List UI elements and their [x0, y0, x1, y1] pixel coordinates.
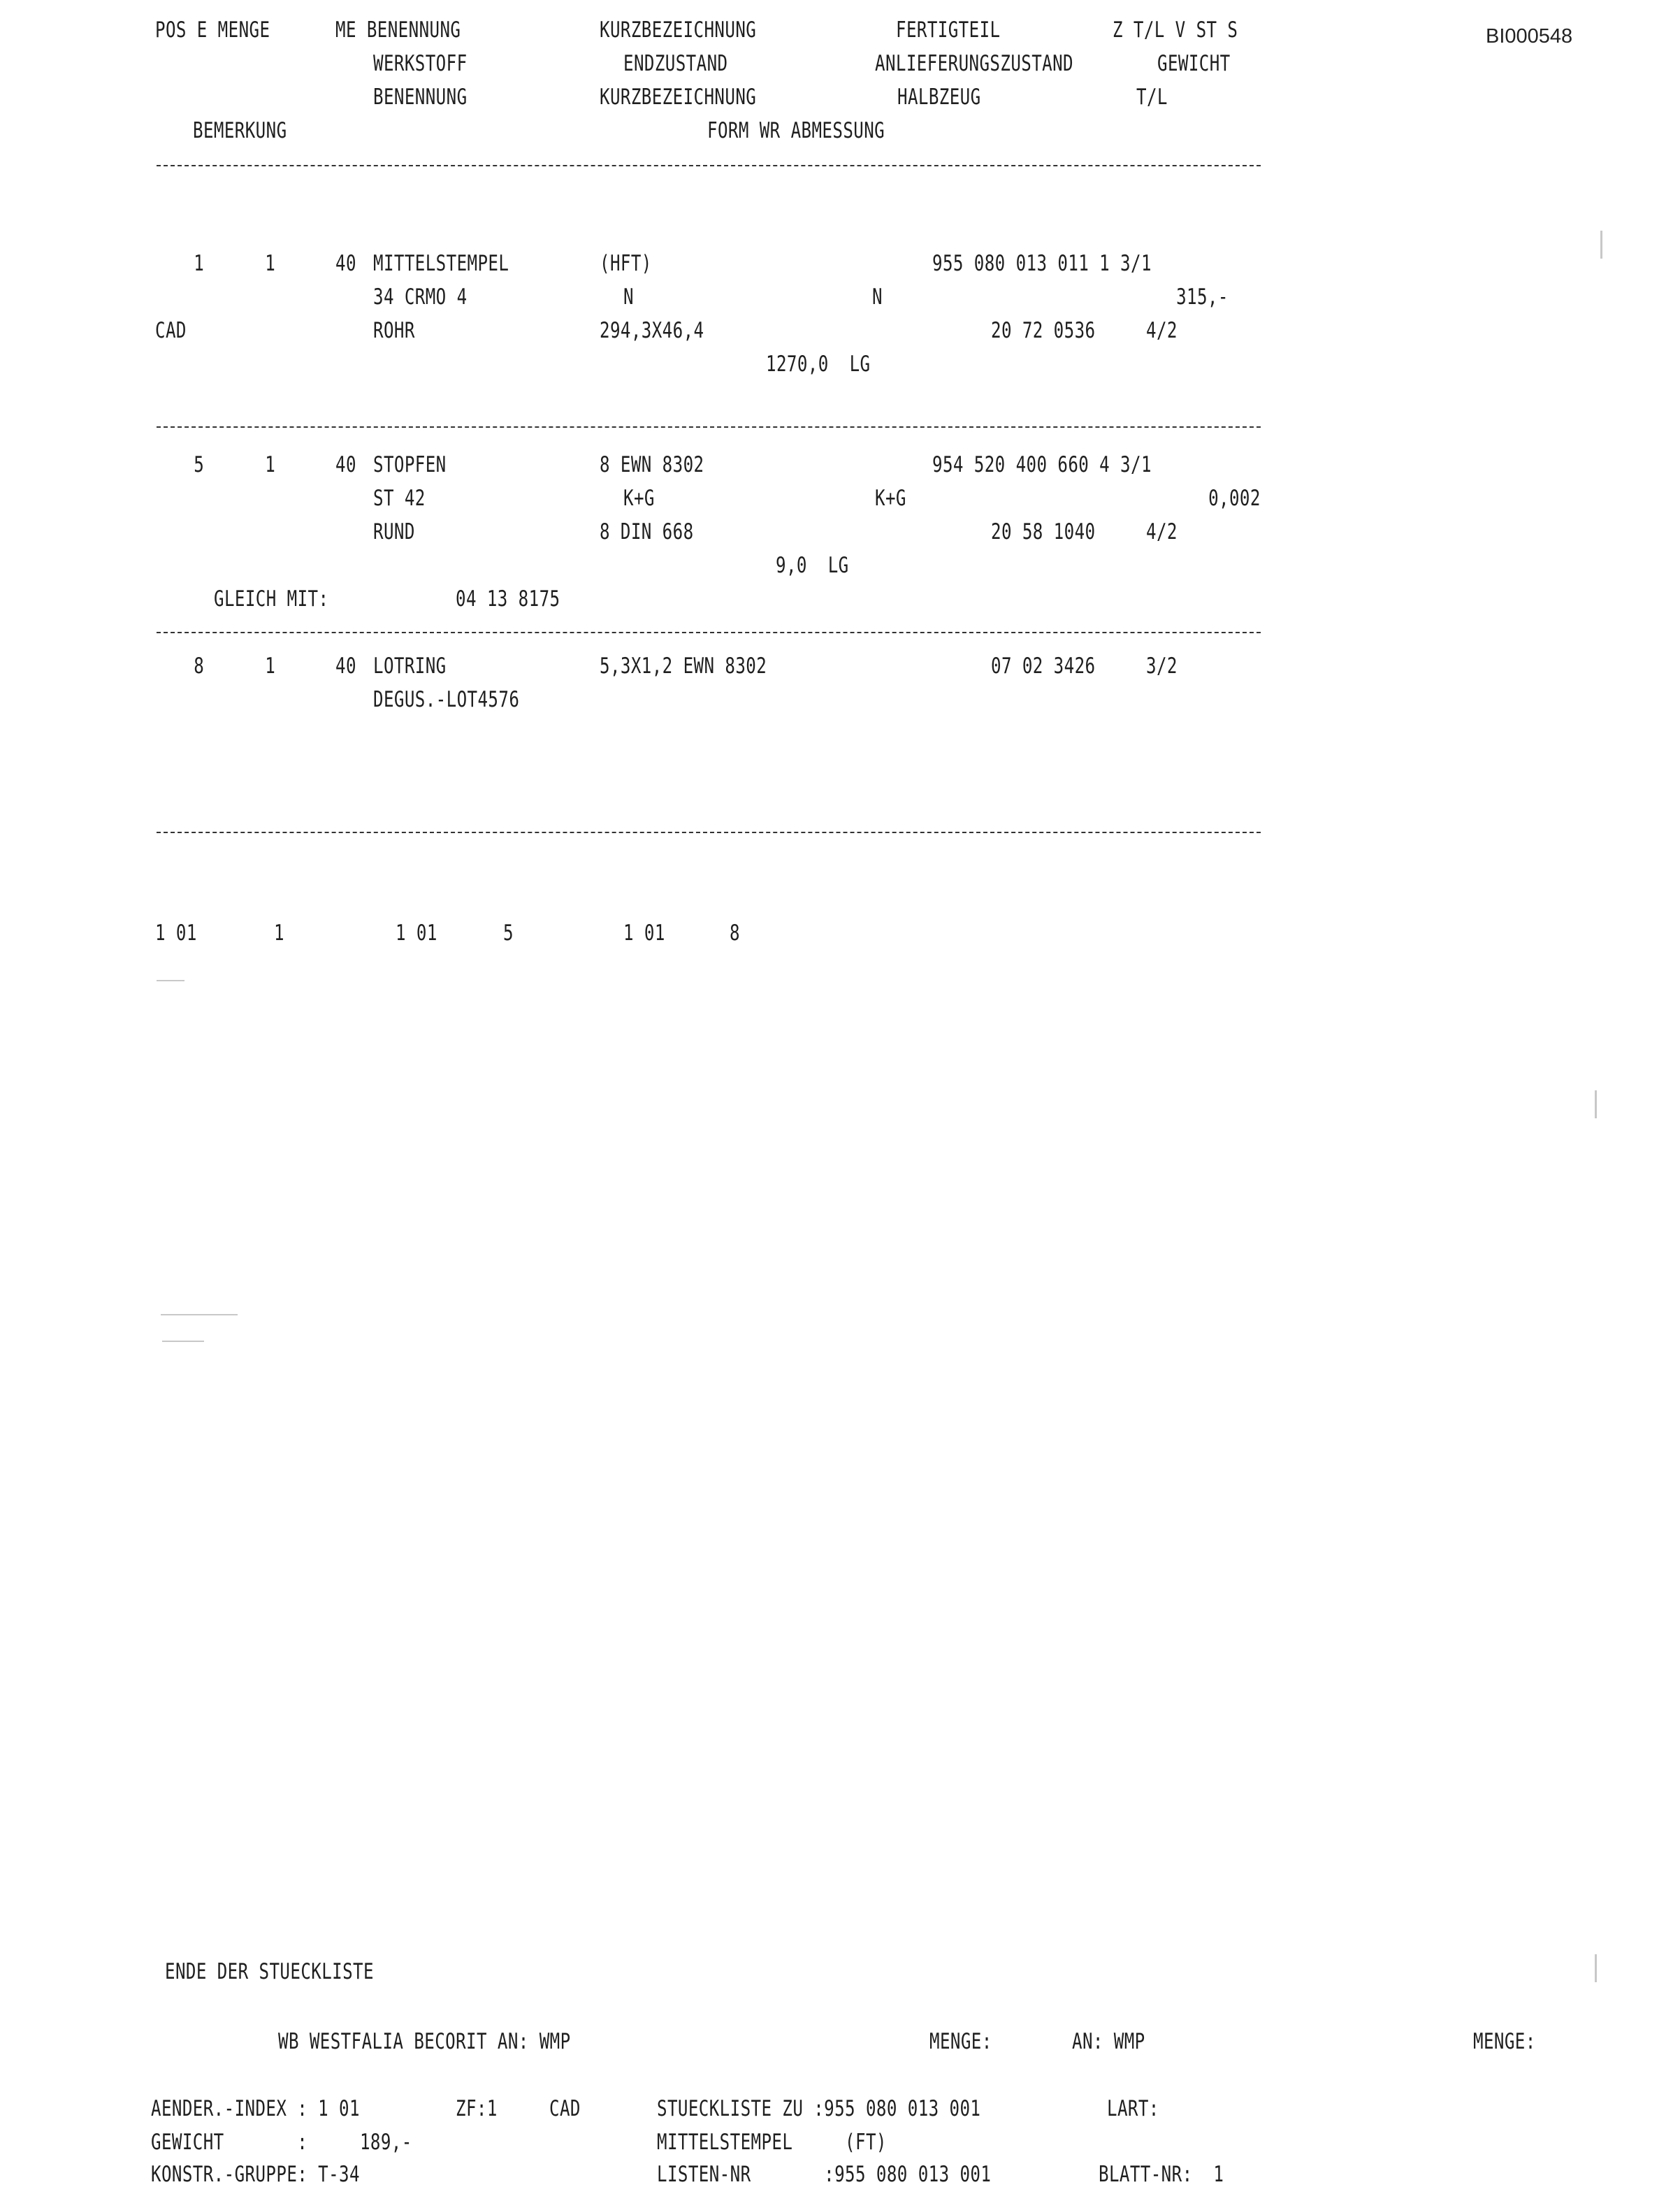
aender-index: AENDER.-INDEX : 1 01: [151, 2096, 360, 2121]
header-pos-e-menge: POS E MENGE: [155, 17, 270, 43]
header-tl: T/L: [1136, 85, 1168, 110]
pos-number: 5: [194, 452, 204, 477]
gleich-mit-value: 04 13 8175: [456, 586, 560, 612]
menge-label: MENGE:: [929, 2029, 992, 2054]
scan-speck: [1600, 231, 1602, 259]
header-endzustand: ENDZUSTAND: [623, 51, 728, 76]
header-werkstoff: WERKSTOFF: [373, 51, 468, 76]
pos-me: 40: [335, 251, 356, 276]
gleich-mit-label: GLEICH MIT:: [214, 586, 329, 612]
pos-bemerkung: CAD: [155, 318, 187, 343]
cad-label: CAD: [549, 2096, 581, 2121]
pos-halbzeug-benennung: ROHR: [373, 318, 415, 343]
gewicht-total: GEWICHT : 189,-: [151, 2130, 412, 2155]
pos-number: 8: [194, 654, 204, 679]
scan-speck: [161, 1314, 238, 1315]
pos-halbzeug-kurz: 294,3X46,4: [600, 318, 704, 343]
pos-anlieferungszustand: K+G: [875, 486, 906, 511]
pos-fertigteil: 955 080 013 011 1 3/1: [932, 251, 1152, 276]
pos-benennung: LOTRING: [373, 654, 447, 679]
scan-speck: [1595, 1954, 1597, 1982]
pos-tl: 4/2: [1146, 318, 1178, 343]
index-aender: 1 01: [396, 921, 437, 946]
pos-endzustand: N: [623, 284, 634, 310]
scan-speck: [157, 980, 184, 981]
scan-speck: [162, 1341, 204, 1342]
header-bemerkung: BEMERKUNG: [193, 118, 287, 143]
index-pos: 1: [274, 921, 284, 946]
pos-halbzeug-kurz: 8 DIN 668: [600, 519, 694, 544]
pos-benennung: STOPFEN: [373, 452, 447, 477]
pos-anlieferungszustand: N: [872, 284, 883, 310]
index-aender: 1 01: [155, 921, 197, 946]
company-line: WB WESTFALIA BECORIT AN: WMP: [278, 2029, 571, 2054]
header-gewicht: GEWICHT: [1157, 51, 1231, 76]
scan-speck: [1595, 1090, 1597, 1118]
pos-abmessung: 1270,0 LG: [766, 352, 871, 377]
pos-kurzbezeichnung: 8 EWN 8302: [600, 452, 704, 477]
pos-me: 40: [335, 452, 356, 477]
header-benennung: BENENNUNG: [373, 85, 468, 110]
pos-halbzeug: 20 72 0536: [991, 318, 1096, 343]
header-kurzbezeichnung: KURZBEZEICHNUNG: [600, 17, 757, 43]
zf: ZF:1: [456, 2096, 498, 2121]
separator-line: [157, 426, 1261, 428]
header-kurzbezeichnung-2: KURZBEZEICHNUNG: [600, 85, 757, 110]
konstr-gruppe: KONSTR.-GRUPPE: T-34: [151, 2162, 360, 2187]
pos-e: 1: [265, 654, 275, 679]
pos-tl: 3/2: [1146, 654, 1178, 679]
blatt-nr: BLATT-NR: 1: [1099, 2162, 1224, 2187]
separator-line: [157, 632, 1261, 633]
document-id: BI000548: [1486, 25, 1573, 48]
lart: LART:: [1107, 2096, 1159, 2121]
listen-nr: LISTEN-NR :955 080 013 001: [657, 2162, 992, 2187]
header-fertigteil: FERTIGTEIL: [896, 17, 1001, 43]
index-aender: 1 01: [623, 921, 665, 946]
pos-gewicht: 0,002: [1208, 486, 1261, 511]
pos-werkstoff: DEGUS.-LOT4576: [373, 687, 520, 712]
pos-abmessung: 9,0 LG: [776, 553, 849, 578]
pos-halbzeug: 07 02 3426: [991, 654, 1096, 679]
pos-werkstoff: 34 CRMO 4: [373, 284, 468, 310]
index-pos: 5: [503, 921, 514, 946]
header-form-wr-abmessung: FORM WR ABMESSUNG: [707, 118, 885, 143]
stueckliste-zu: STUECKLISTE ZU :955 080 013 001: [657, 2096, 981, 2121]
end-of-list: ENDE DER STUECKLISTE: [165, 1959, 374, 1984]
header-z-tl-v-st-s: Z T/L V ST S: [1113, 17, 1238, 43]
mittelstempel-ft: MITTELSTEMPEL (FT): [657, 2130, 887, 2155]
pos-fertigteil: 954 520 400 660 4 3/1: [932, 452, 1152, 477]
pos-benennung: MITTELSTEMPEL: [373, 251, 509, 276]
pos-kurzbezeichnung: 5,3X1,2 EWN 8302: [600, 654, 767, 679]
an-wmp: AN: WMP: [1072, 2029, 1145, 2054]
pos-endzustand: K+G: [623, 486, 655, 511]
pos-halbzeug-benennung: RUND: [373, 519, 415, 544]
pos-number: 1: [194, 251, 204, 276]
pos-gewicht: 315,-: [1176, 284, 1229, 310]
pos-tl: 4/2: [1146, 519, 1178, 544]
index-pos: 8: [730, 921, 740, 946]
pos-werkstoff: ST 42: [373, 486, 426, 511]
separator-line: [157, 165, 1261, 166]
pos-halbzeug: 20 58 1040: [991, 519, 1096, 544]
menge-label-2: MENGE:: [1473, 2029, 1536, 2054]
header-halbzeug: HALBZEUG: [897, 85, 981, 110]
header-me-benennung: ME BENENNUNG: [335, 17, 461, 43]
header-anlieferungszustand: ANLIEFERUNGSZUSTAND: [875, 51, 1074, 76]
pos-e: 1: [265, 251, 275, 276]
separator-line: [157, 832, 1261, 833]
pos-kurzbezeichnung: (HFT): [600, 251, 652, 276]
pos-e: 1: [265, 452, 275, 477]
pos-me: 40: [335, 654, 356, 679]
